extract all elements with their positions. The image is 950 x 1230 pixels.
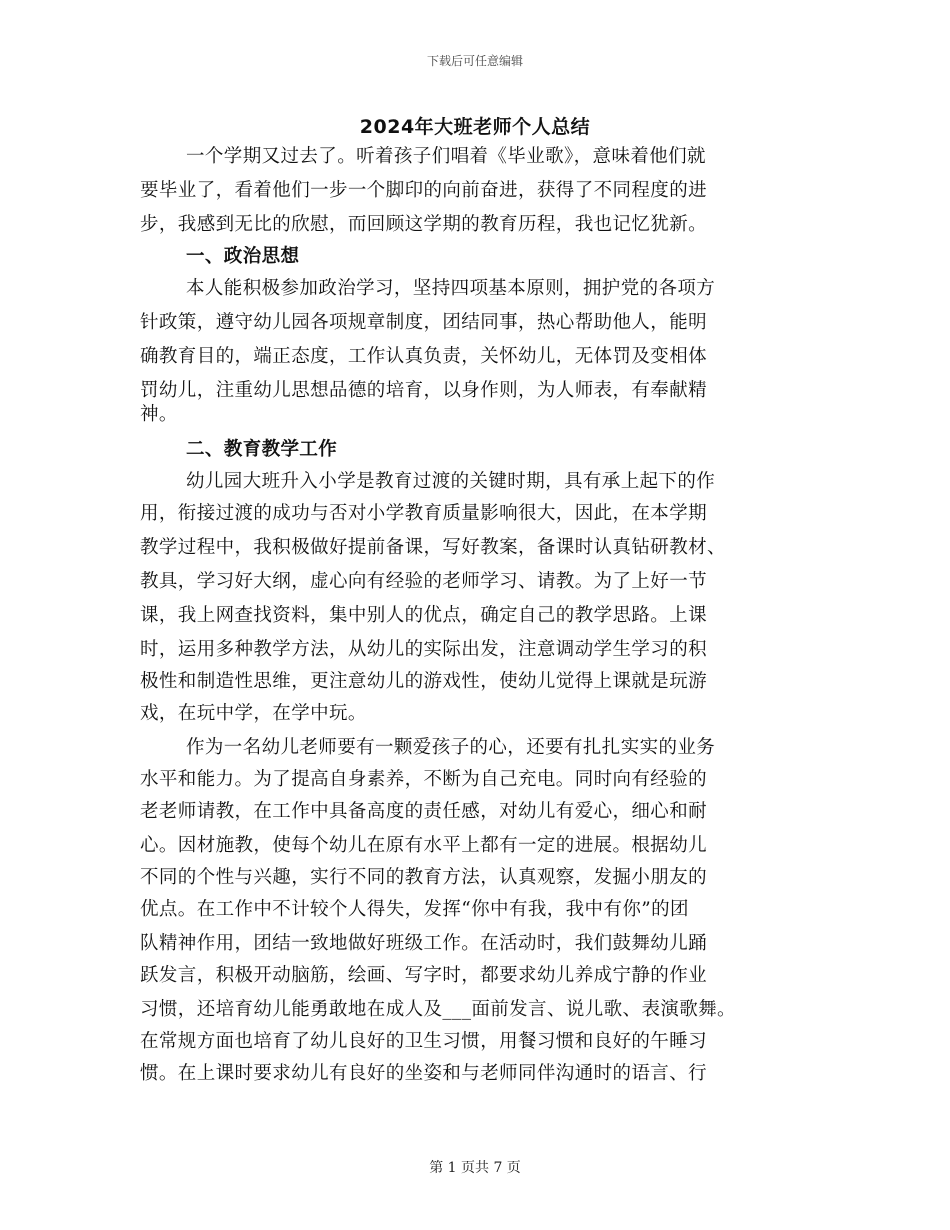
- document-title: 2024年大班老师个人总结: [359, 116, 591, 138]
- paragraph-line: 时，运用多种教学方法，从幼儿的实际出发，注意调动学生学习的积: [140, 639, 708, 660]
- paragraph-line: 不同的个性与兴趣，实行不同的教育方法，认真观察，发掘小朋友的: [140, 867, 708, 888]
- paragraph-line: 针政策，遵守幼儿园各项规章制度，团结同事，热心帮助他人，能明: [140, 312, 708, 333]
- paragraph-line: 本人能积极参加政治学习，坚持四项基本原则，拥护党的各项方: [186, 278, 716, 299]
- paragraph-line: 步，我感到无比的欣慰，而回顾这学期的教育历程，我也记忆犹新。: [140, 214, 708, 235]
- paragraph-line: 罚幼儿，注重幼儿思想品德的培育，以身作则，为人师表，有奉献精: [140, 380, 708, 401]
- paragraph-line: 用，衔接过渡的成功与否对小学教育质量影响很大，因此，在本学期: [140, 503, 708, 524]
- section-heading-teaching: 二、教育教学工作: [186, 439, 338, 460]
- paragraph-line: 水平和能力。为了提高自身素养，不断为自己充电。同时向有经验的: [140, 769, 708, 790]
- paragraph-line: 作为一名幼儿老师要有一颗爱孩子的心，还要有扎扎实实的业务: [186, 737, 716, 758]
- paragraph-line: 心。因材施教，使每个幼儿在原有水平上都有一定的进展。根据幼儿: [140, 835, 708, 856]
- paragraph-line: 队精神作用，团结一致地做好班级工作。在活动时，我们鼓舞幼儿踊: [140, 933, 708, 954]
- paragraph-line: 神。: [140, 404, 178, 425]
- paragraph-line: 惯。在上课时要求幼儿有良好的坐姿和与老师同伴沟通时的语言、行: [140, 1063, 708, 1084]
- page-footer: 第 1 页共 7 页: [429, 1160, 521, 1176]
- paragraph-line: 优点。在工作中不计较个人得失，发挥“你中有我，我中有你”的团: [140, 899, 689, 920]
- paragraph-line: 极性和制造性思维，更注意幼儿的游戏性，使幼儿觉得上课就是玩游: [140, 671, 708, 692]
- paragraph-line: 幼儿园大班升入小学是教育过渡的关键时期，具有承上起下的作: [186, 471, 716, 492]
- paragraph-line: 习惯，还培育幼儿能勇敢地在成人及___面前发言、说儿歌、表演歌舞。: [140, 999, 736, 1020]
- paragraph-line: 教具，学习好大纲，虚心向有经验的老师学习、请教。为了上好一节: [140, 571, 708, 592]
- page-header: 下载后可任意编辑: [426, 54, 523, 68]
- paragraph-line: 老老师请教，在工作中具备高度的责任感，对幼儿有爱心，细心和耐: [140, 801, 708, 822]
- paragraph-line: 要毕业了，看着他们一步一个脚印的向前奋进，获得了不同程度的进: [140, 180, 708, 201]
- paragraph-line: 教学过程中，我积极做好提前备课，写好教案，备课时认真钻研教材、: [140, 537, 726, 558]
- section-heading-politics: 一、政治思想: [186, 246, 300, 267]
- paragraph-line: 课，我上网查找资料，集中别人的优点，确定自己的教学思路。上课: [140, 605, 708, 626]
- paragraph-line: 跃发言，积极开动脑筋，绘画、写字时，都要求幼儿养成宁静的作业: [140, 965, 708, 986]
- paragraph-line: 一个学期又过去了。听着孩子们唱着《毕业歌》，意味着他们就: [186, 146, 706, 167]
- paragraph-line: 戏，在玩中学，在学中玩。: [140, 703, 367, 724]
- paragraph-line: 确教育目的，端正态度，工作认真负责，关怀幼儿，无体罚及变相体: [140, 346, 708, 367]
- paragraph-line: 在常规方面也培育了幼儿良好的卫生习惯，用餐习惯和良好的午睡习: [140, 1031, 708, 1052]
